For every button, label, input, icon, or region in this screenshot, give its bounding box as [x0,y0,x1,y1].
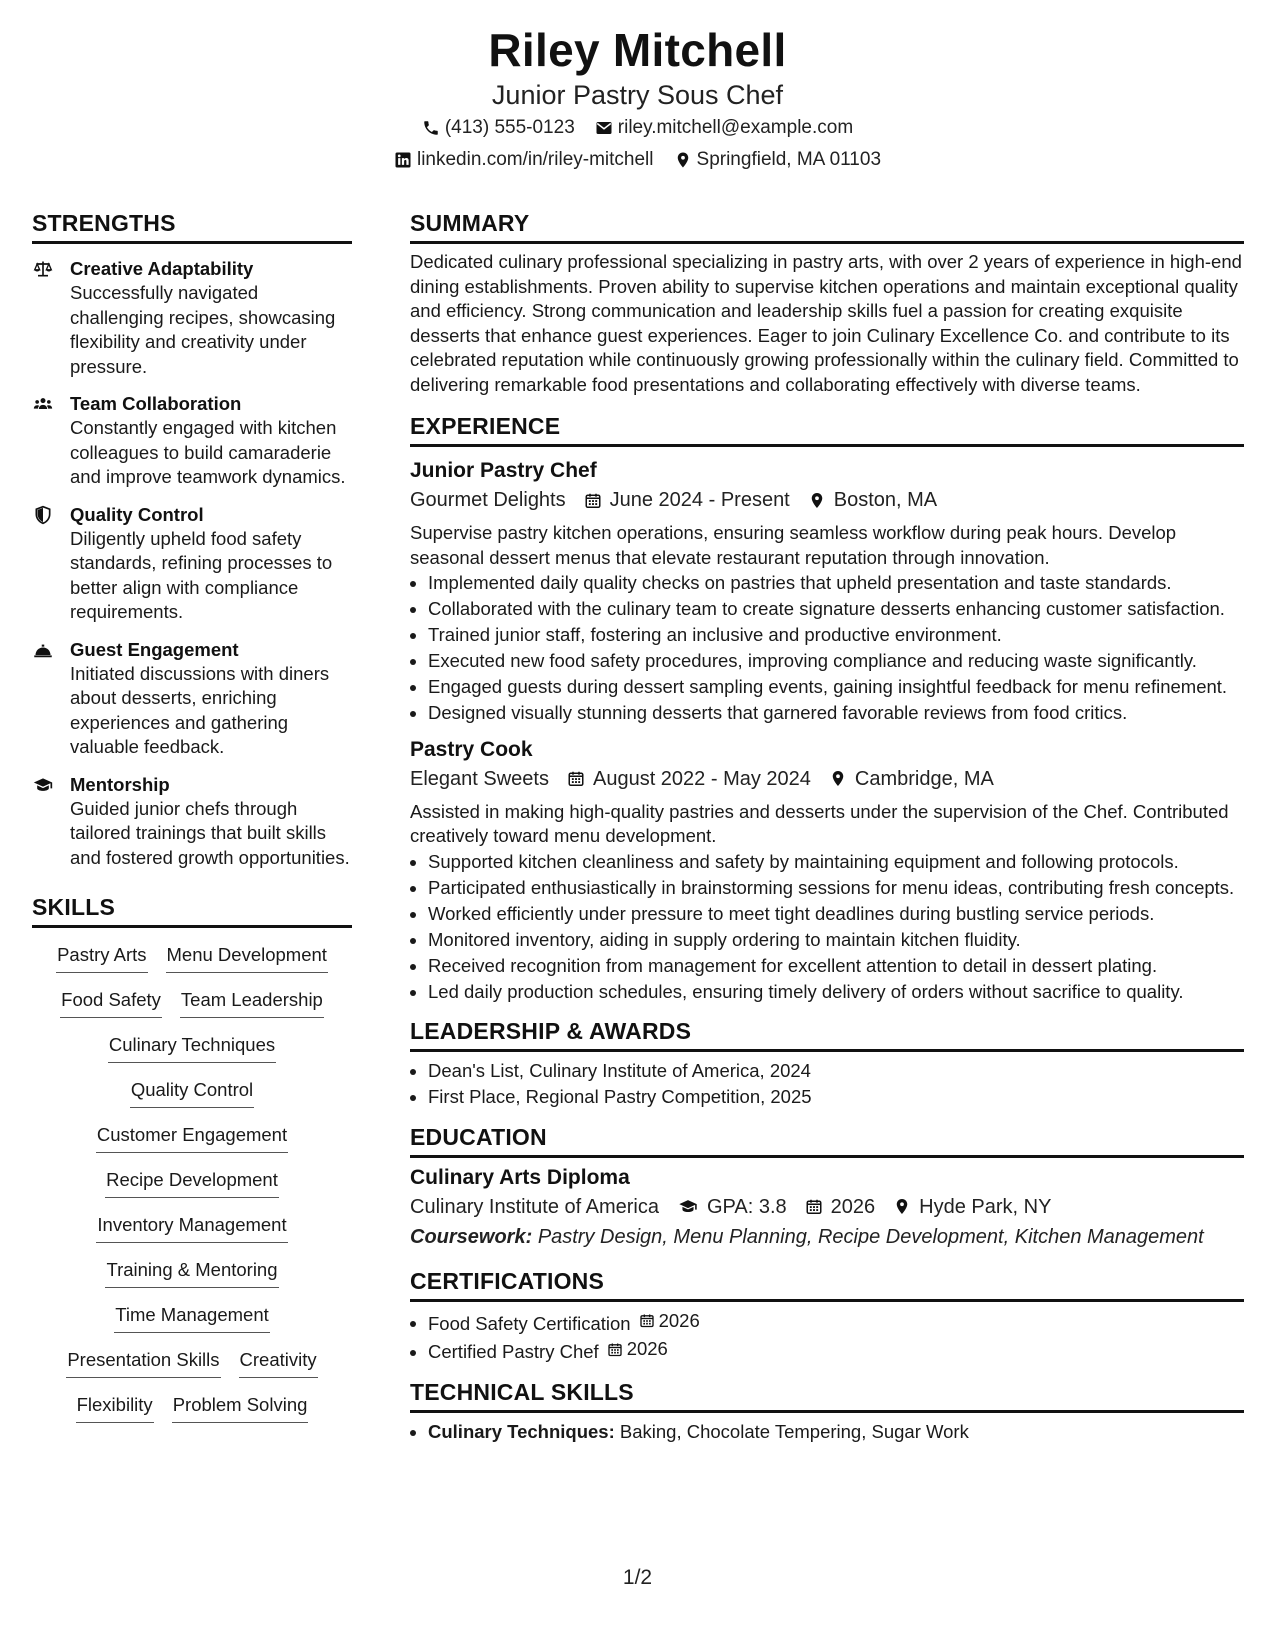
strength-title: Guest Engagement [70,638,239,660]
users-icon [32,394,54,414]
list-item: • Supported kitchen cleanliness and safety by maintaining equipment and following protocols. [428,850,1244,875]
cert-year: 2026 [626,1338,668,1360]
skill-tag: Food Safety [60,987,162,1018]
strength-title: Quality Control [70,503,204,525]
list-item: • Engaged guests during dessert sampling events, gaining insightful feedback for menu refinement. [428,675,1244,700]
skill-tag: Creativity [239,1347,318,1378]
strength-desc: Constantly engaged with kitchen colleagues to build camaraderie and improve teamwork dynamics. [70,417,346,487]
skill-tag: Problem Solving [172,1392,309,1423]
certifications-list [410,1309,1244,1365]
skill-tag: Pastry Arts [56,942,147,973]
skill-tag: Presentation Skills [66,1347,220,1378]
strengths-heading: STRENGTHS [32,208,352,244]
calendar-icon [607,1341,623,1358]
list-item: • Worked efficiently under pressure to meet tight deadlines during bustling service periods. [428,902,1244,927]
strength-title: Team Collaboration [70,393,242,414]
map-pin-icon [674,151,692,169]
skills-heading: SKILLS [32,892,352,928]
skill-tag: Quality Control [130,1077,254,1108]
job-entry [410,457,1244,726]
right-column [410,208,1244,1446]
strength-title: Mentorship [70,773,170,795]
job-summary: Assisted in making high-quality pastries and desserts under the supervision of the Chef. Contributed creatively toward menu development. [410,800,1229,846]
calendar-icon [639,1312,655,1329]
certifications-heading: CERTIFICATIONS [410,1266,1244,1302]
gpa-text: GPA: 3.8 [707,1195,787,1218]
school-name: Culinary Institute of America [410,1195,659,1218]
job-bullets [410,850,1244,1005]
job-location-text: Cambridge, MA [854,767,994,790]
skill-tag: Menu Development [166,942,328,973]
job-title: Junior Pastry Chef [410,459,597,482]
strength-desc: Guided junior chefs through tailored trainings that built skills and fostered growth opportunities. [70,797,350,868]
skill-tag: Flexibility [76,1392,154,1423]
coursework-text: Pastry Design, Menu Planning, Recipe Development, Kitchen Management [537,1225,1204,1248]
job-bullets [410,571,1244,726]
coursework [410,1222,1244,1252]
email-contact[interactable] [595,112,853,144]
resume-header [0,22,1275,176]
list-item: • Monitored inventory, aiding in supply ordering to maintain kitchen fluidity. [428,928,1244,953]
tech-skill-value: Baking, Chocolate Tempering, Sugar Work [619,1420,969,1442]
job-meta [410,764,1244,794]
location-contact [674,144,882,176]
skill-tag: Inventory Management [96,1212,287,1243]
strength-item [32,391,352,490]
skill-tag: Training & Mentoring [105,1257,278,1288]
technical-skills-heading: TECHNICAL SKILLS [410,1377,1244,1413]
bell-icon [32,640,54,660]
job-dates-text: June 2024 - Present [609,489,790,511]
education-location-text: Hyde Park, NY [919,1195,1052,1218]
candidate-title: Junior Pastry Sous Chef [491,80,784,110]
education-heading: EDUCATION [410,1122,1244,1158]
skill-tag: Customer Engagement [96,1122,288,1153]
phone-icon [422,119,440,137]
list-item: • First Place, Regional Pastry Competition, 2025 [428,1085,1244,1110]
left-column [32,208,352,1437]
map-pin-icon [893,1197,911,1216]
skill-tag: Team Leadership [180,987,324,1018]
strength-desc: Diligently upheld food safety standards, refining processes to better align with compliance requirements. [70,527,333,622]
tech-skill-label: Culinary Techniques: [428,1420,615,1442]
list-item [428,1337,1244,1364]
linkedin-contact[interactable] [394,144,654,176]
skill-tag: Recipe Development [105,1167,279,1198]
coursework-label: Coursework: [410,1225,533,1248]
list-item [428,1420,1244,1445]
list-item [428,1309,1244,1336]
job-location-text: Boston, MA [833,489,938,511]
list-item: • Led daily production schedules, ensuring timely delivery of orders without sacrifice to quality. [428,980,1244,1005]
strength-desc: Successfully navigated challenging recipes, showcasing flexibility and creativity under pressure. [70,282,336,377]
list-item: • Executed new food safety procedures, improving compliance and reducing waste significantly. [428,649,1244,674]
job-entry [410,736,1244,1005]
list-item: • Dean's List, Culinary Institute of America, 2024 [428,1059,1244,1084]
list-item: • Implemented daily quality checks on pastries that upheld presentation and taste standards. [428,571,1244,596]
list-item: • Participated enthusiastically in brainstorming sessions for menu ideas, contributing fresh concepts. [428,876,1244,901]
phone-contact [422,112,575,144]
shield-icon [32,505,54,525]
job-company: Gourmet Delights [410,489,566,511]
contact-line-1 [0,112,1275,144]
strength-desc: Initiated discussions with diners about desserts, enriching experiences and gathering valuable feedback. [70,662,330,757]
graduation-cap-icon [677,1197,699,1216]
list-item: • Collaborated with the culinary team to create signature desserts enhancing customer satisfaction. [428,597,1244,622]
job-meta [410,485,1244,515]
calendar-icon [567,769,585,788]
skills-list [32,942,352,1437]
job-dates [584,485,790,515]
linkedin-text[interactable]: linkedin.com/in/riley-mitchell [416,149,654,170]
skill-tag: Culinary Techniques [108,1032,276,1063]
list-item: • Received recognition from management for excellent attention to detail in dessert plating. [428,954,1244,979]
linkedin-icon [394,151,412,169]
strength-title: Creative Adaptability [70,258,254,279]
job-location [808,485,937,515]
strength-item [32,772,352,871]
experience-heading: EXPERIENCE [410,411,1244,447]
cert-name: Food Safety Certification [428,1312,631,1334]
scale-icon [32,259,54,279]
candidate-name: Riley Mitchell [488,24,787,76]
gpa [677,1192,787,1222]
education-location [893,1192,1051,1222]
strength-item [32,637,352,760]
leadership-heading: LEADERSHIP & AWARDS [410,1016,1244,1052]
list-item: • Trained junior staff, fostering an inclusive and productive environment. [428,623,1244,648]
calendar-icon [805,1197,823,1216]
map-pin-icon [808,491,826,510]
skill-tag: Time Management [114,1302,270,1333]
degree-title: Culinary Arts Diploma [410,1165,630,1189]
contact-line-2 [0,144,1275,176]
job-title: Pastry Cook [410,737,533,761]
job-dates [567,764,811,794]
leadership-list [410,1059,1244,1110]
job-company: Elegant Sweets [410,767,549,790]
summary-heading: SUMMARY [410,208,1244,244]
job-location [829,764,994,794]
cert-year: 2026 [658,1309,700,1331]
calendar-icon [584,491,602,510]
map-pin-icon [829,769,847,788]
technical-skills-list [410,1420,1244,1445]
summary-text: Dedicated culinary professional specializing in pastry arts, with over 2 years of experience in high-end dining establishments. Proven ability to supervise kitchen operations and maintain exceptional quality and efficiency. Strong communication and leadership skills fuel a passion for creating exquisite desserts that enhance guest experiences. Eager to join Culinary Excellence Co. and contribute to its celebrated reputation while continuously growing professionally within the culinary field. Committed to delivering remarkable food presentations and collaborating effectively with diverse teams. [410,251,1242,395]
strength-item [32,502,352,625]
mail-icon [595,119,613,137]
cert-name: Certified Pastry Chef [428,1341,599,1362]
education-year [805,1192,876,1222]
strength-item [32,256,352,379]
education-meta [410,1192,1244,1222]
phone-text: (413) 555-0123 [444,117,575,138]
list-item: • Designed visually stunning desserts that garnered favorable reviews from food critics. [428,701,1244,726]
email-text[interactable]: riley.mitchell@example.com [617,117,854,138]
graduation-cap-icon [32,775,54,795]
job-dates-text: August 2022 - May 2024 [592,767,811,790]
education-year-text: 2026 [830,1195,876,1218]
job-summary: Supervise pastry kitchen operations, ensuring seamless workflow during peak hours. Develop seasonal dessert menus that elevate restaurant reputation through innovation. [410,522,1177,568]
location-text: Springfield, MA 01103 [696,149,882,170]
page-number: 1/2 [622,1566,653,1589]
